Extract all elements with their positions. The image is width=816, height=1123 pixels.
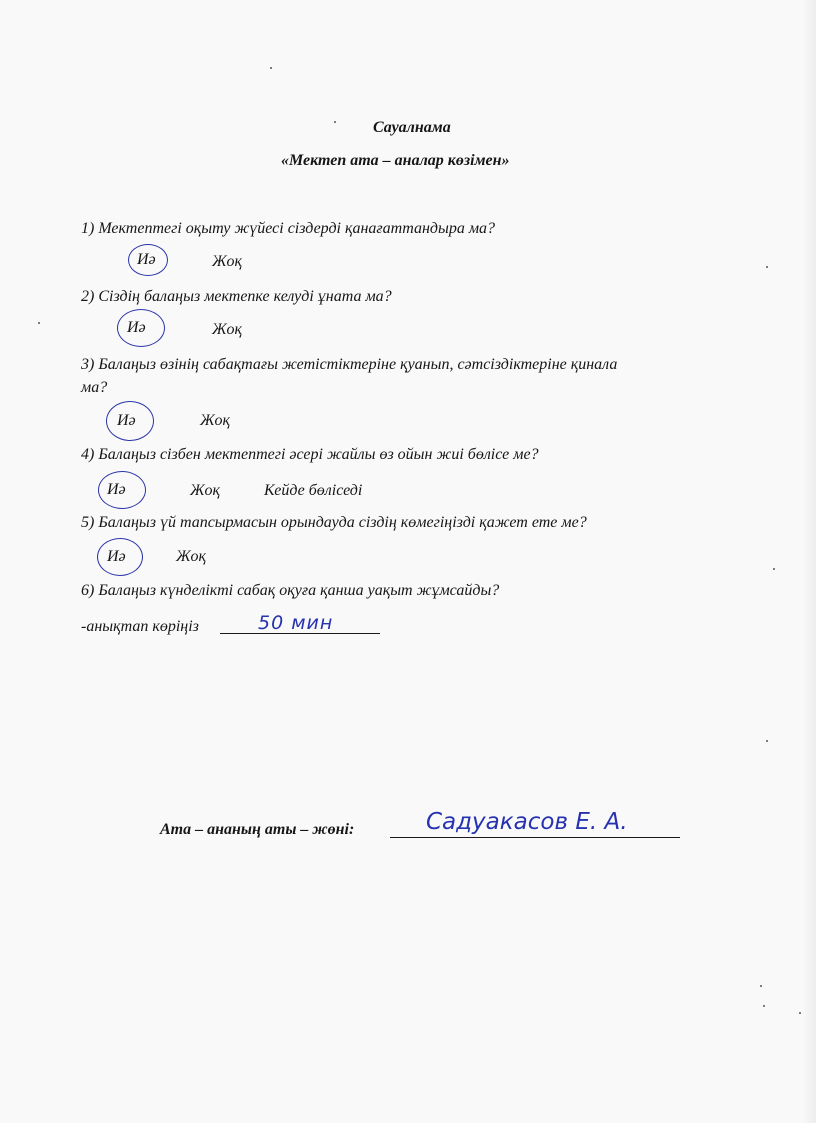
parent-name-underline (390, 837, 680, 838)
question-6-text: 6) Балаңыз күнделікті сабақ оқуға қанша уақыт жұмсайды? (81, 582, 500, 599)
parent-name-handwritten[interactable]: Садуакасов Е. А. (426, 809, 628, 835)
question-5-option-yes[interactable]: Иә (107, 548, 126, 565)
question-6-prompt: -анықтап көріңіз (81, 618, 199, 635)
document-title: Сауалнама (373, 119, 451, 136)
question-5-option-no[interactable]: Жоқ (176, 548, 206, 565)
question-1-option-no[interactable]: Жоқ (212, 253, 242, 270)
question-1-option-yes[interactable]: Иә (137, 251, 156, 268)
scan-speck (334, 121, 336, 123)
question-5-text: 5) Балаңыз үй тапсырмасын орындауда сіздің көмегіңізді қажет ете ме? (81, 514, 587, 531)
scan-speck (270, 67, 272, 69)
page-edge-shadow (802, 0, 816, 1123)
scan-speck (799, 1012, 801, 1014)
question-3-text-line-1: 3) Балаңыз өзінің сабақтағы жетістіктеріне қуанып, сәтсіздіктеріне қинала (81, 356, 618, 373)
scan-speck (763, 1005, 765, 1007)
question-2-option-yes[interactable]: Иә (127, 319, 146, 336)
scan-speck (38, 322, 40, 324)
question-4-option-no[interactable]: Жоқ (190, 482, 220, 499)
question-2-text: 2) Сіздің балаңыз мектепке келуді ұната ма? (81, 288, 392, 305)
scan-speck (760, 985, 762, 987)
question-2-option-no[interactable]: Жоқ (212, 321, 242, 338)
question-3-option-yes[interactable]: Иә (117, 412, 136, 429)
scan-speck (766, 740, 768, 742)
question-6-handwritten-answer[interactable]: 50 мин (258, 612, 334, 634)
scan-speck (766, 266, 768, 268)
question-3-option-no[interactable]: Жоқ (200, 412, 230, 429)
document-subtitle: «Мектеп ата – аналар көзімен» (281, 152, 510, 169)
scan-speck (773, 568, 775, 570)
question-4-text: 4) Балаңыз сізбен мектептегі әсері жайлы өз ойын жиі бөлісе ме? (81, 446, 539, 463)
parent-name-label: Ата – ананың аты – жөні: (160, 821, 355, 838)
question-1-text: 1) Мектептегі оқыту жүйесі сіздерді қанағаттандыра ма? (81, 220, 496, 237)
question-3-text-line-2: ма? (81, 379, 108, 396)
question-4-option-sometimes[interactable]: Кейде бөліседі (264, 482, 363, 499)
question-4-option-yes[interactable]: Иә (107, 481, 126, 498)
